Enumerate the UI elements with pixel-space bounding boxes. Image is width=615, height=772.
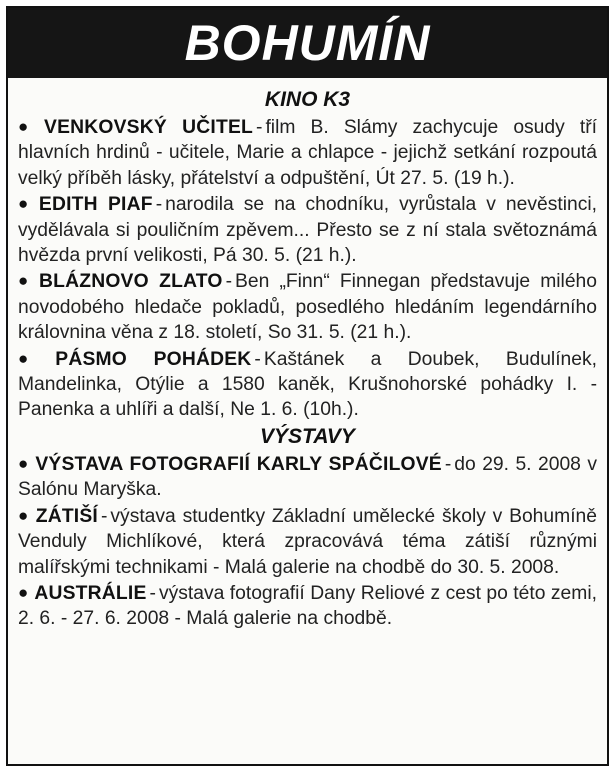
bullet-icon: ● bbox=[18, 505, 30, 525]
bullet-icon: ● bbox=[18, 271, 34, 291]
item-text: výstava studentky Základní umělecké školy v Bohumíně Venduly Michlíkové, která zpracovává téma zátiší různými malířskými technikami - Malá galerie na chodbě do 30. 5. 2008. bbox=[18, 505, 597, 578]
section-title-cinema: KINO K3 bbox=[264, 88, 351, 111]
item-name: AUSTRÁLIE bbox=[34, 582, 147, 604]
item-name: VÝSTAVA FOTOGRAFIÍ KARLY SPÁČILOVÉ bbox=[35, 453, 442, 475]
bullet-icon: ● bbox=[18, 582, 29, 602]
listing-content bbox=[8, 78, 607, 632]
bullet-icon: ● bbox=[18, 194, 33, 214]
item-text: výstava fotografií Dany Reliové z cest po této zemi, 2. 6. - 27. 6. 2008 - Malá galerie na chodbě. bbox=[18, 582, 597, 630]
listing-item: ● PÁSMO POHÁDEK - Kaštánek a Doubek, Budulínek, Mandelinka, Otýlie a 1580 kaněk, Krušnohorské pohádky I. - Panenka a uhlíři a další, Ne 1. 6. (10h.). bbox=[18, 348, 598, 421]
section-title-exhibitions: VÝSTAVY bbox=[260, 424, 355, 448]
item-name: EDITH PIAF bbox=[38, 194, 153, 216]
listing-item: ● VENKOVSKÝ UČITEL - film B. Slámy zachycuje osudy tří hlavních hrdinů - učitele, Marie a chlapce - jejichž setkání rozpoutá velký příběh lásky, přátelství a odpuštění, Út 27. 5. (19 h.). bbox=[18, 117, 597, 189]
item-text: Ben „Finn“ Finnegan představuje milého novodobého hledače pokladů, posedlého hledáním legendárního královnina věna z 18. století, So 31. 5. (21 h.). bbox=[18, 271, 597, 344]
listing-item: ● EDITH PIAF - narodila se na chodníku, vyrůstala v nevěstinci, vydělávala si pouličním zpěvem... Přesto se z ní stala světoznámá hvězda první velikosti, Pá 30. 5. (21 h.). bbox=[18, 194, 598, 267]
item-text: do 29. 5. 2008 v Salónu Maryška. bbox=[18, 453, 597, 501]
listing-item: ● ZÁTIŠÍ - výstava studentky Základní umělecké školy v Bohumíně Venduly Michlíkové, která zpracovává téma zátiší různými malířskými technikami - Malá galerie na chodbě do 30. 5. 2008. bbox=[18, 505, 597, 578]
item-name: BLÁZNOVO ZLATO bbox=[39, 271, 223, 293]
bullet-icon: ● bbox=[18, 348, 50, 368]
bullet-icon: ● bbox=[18, 117, 39, 136]
item-name: PÁSMO POHÁDEK bbox=[55, 348, 252, 370]
item-text: narodila se na chodníku, vyrůstala v nevěstinci, vydělávala si pouličním zpěvem... Přesto se z ní stala světoznámá hvězda první velikosti, Pá 30. 5. (21 h.). bbox=[18, 194, 598, 267]
listing-item: ● VÝSTAVA FOTOGRAFIÍ KARLY SPÁČILOVÉ - do 29. 5. 2008 v Salónu Maryška. bbox=[18, 453, 597, 501]
masthead-title: BOHUMÍN bbox=[8, 8, 607, 78]
item-text: film B. Slámy zachycuje osudy tří hlavních hrdinů - učitele, Marie a chlapce - jejichž setkání rozpoutá velký příběh lásky, přátelství a odpuštění, Út 27. 5. (19 h.). bbox=[18, 117, 597, 189]
newspaper-clipping bbox=[6, 6, 609, 766]
bullet-icon: ● bbox=[18, 453, 30, 473]
item-name: VENKOVSKÝ UČITEL bbox=[44, 117, 254, 138]
item-name: ZÁTIŠÍ bbox=[35, 505, 98, 527]
listing-item: ● BLÁZNOVO ZLATO - Ben „Finn“ Finnegan představuje milého novodobého hledače pokladů, posedlého hledáním legendárního královnina věna z 18. století, So 31. 5. (21 h.). bbox=[18, 271, 597, 344]
item-text: Kaštánek a Doubek, Budulínek, Mandelinka, Otýlie a 1580 kaněk, Krušnohorské pohádky I. - Panenka a uhlíři a další, Ne 1. 6. (10h.). bbox=[18, 348, 598, 421]
listing-item: ● AUSTRÁLIE - výstava fotografií Dany Reliové z cest po této zemi, 2. 6. - 27. 6. 2008 - Malá galerie na chodbě. bbox=[18, 582, 597, 630]
